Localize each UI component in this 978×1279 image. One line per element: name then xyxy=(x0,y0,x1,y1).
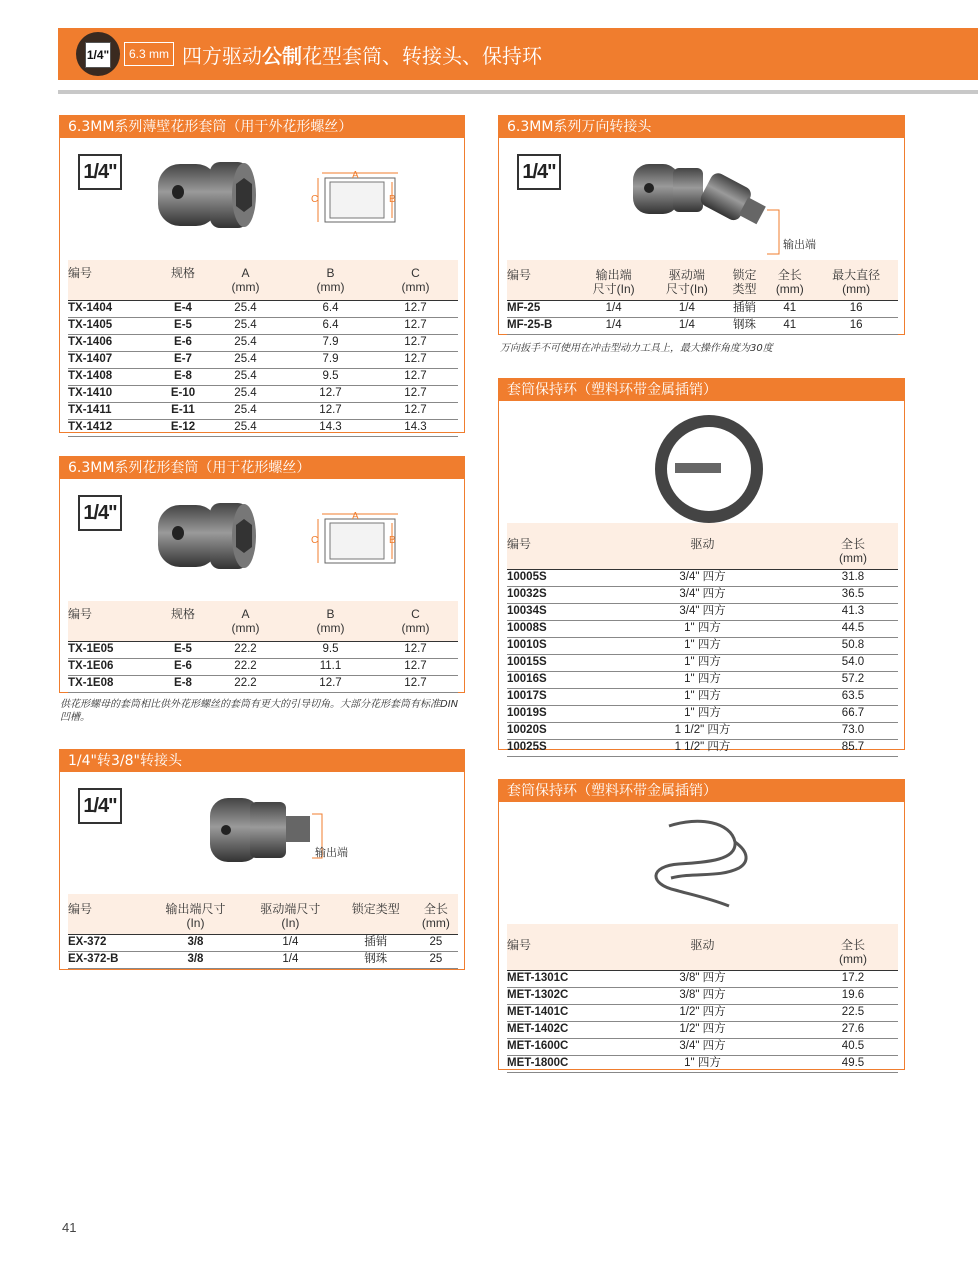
table-cell: TX-1411 xyxy=(68,402,163,419)
table-cell: TX-1E06 xyxy=(68,658,163,675)
table-cell: 85.7 xyxy=(808,739,898,756)
col-header: 驱动端 尺寸(In) xyxy=(665,268,708,296)
table-cell: 14.3 xyxy=(288,419,373,436)
col-header: 编号 xyxy=(507,268,532,282)
table-cell: 1" 四方 xyxy=(597,620,808,637)
panel-retaining-ring-1 xyxy=(498,378,905,753)
table-cell: E-5 xyxy=(163,317,203,334)
table-cell: TX-1E05 xyxy=(68,641,163,658)
col-header: 全长 (mm) xyxy=(775,268,804,296)
table-cell: 1" 四方 xyxy=(597,671,808,688)
table-cell: 25.4 xyxy=(203,300,288,317)
universal-joint-illustration xyxy=(499,138,899,260)
col-header: 锁定 类型 xyxy=(732,268,757,296)
table-row xyxy=(507,987,898,1004)
product-image-area xyxy=(60,772,464,894)
table-cell: 1/2" 四方 xyxy=(597,1004,808,1021)
table-cell: 1/2" 四方 xyxy=(597,1021,808,1038)
col-header: 全长 (mm) xyxy=(839,537,867,565)
table-cell: 3/8" 四方 xyxy=(597,970,808,987)
table-cell: E-5 xyxy=(163,641,203,658)
table-cell: 31.8 xyxy=(808,569,898,586)
drive-badge: 1/4" xyxy=(78,788,122,824)
table-row xyxy=(68,300,458,317)
table-cell: 10008S xyxy=(507,620,597,637)
table-cell: E-4 xyxy=(163,300,203,317)
table-cell: 44.5 xyxy=(808,620,898,637)
table-cell: 22.2 xyxy=(203,658,288,675)
table-cell: 19.6 xyxy=(808,987,898,1004)
col-header: 最大直径 (mm) xyxy=(832,268,881,296)
drive-mm: 6.3 mm xyxy=(124,42,174,66)
table-cell: 66.7 xyxy=(808,705,898,722)
table-cell: 1" 四方 xyxy=(597,688,808,705)
col-header: 驱动端尺寸 (In) xyxy=(260,902,321,930)
col-header: 编号 xyxy=(68,607,93,621)
table-row xyxy=(507,705,898,722)
col-header: B (mm) xyxy=(316,266,345,294)
table-cell: 25.4 xyxy=(203,334,288,351)
table-cell: 25 xyxy=(414,934,458,951)
table-cell: 钢珠 xyxy=(338,951,414,968)
table-row xyxy=(507,1004,898,1021)
table-row xyxy=(68,317,458,334)
drive-fraction: 1/4" xyxy=(85,42,111,68)
table-row xyxy=(68,385,458,402)
table-cell: 10025S xyxy=(507,739,597,756)
table-cell: 3/4" 四方 xyxy=(597,586,808,603)
table-cell: 12.7 xyxy=(373,658,458,675)
col-header: 规格 xyxy=(170,607,195,621)
page-header xyxy=(58,28,978,80)
table-cell: 25.4 xyxy=(203,351,288,368)
table-cell: 10016S xyxy=(507,671,597,688)
table-cell: 插销 xyxy=(724,300,766,317)
table-cell: E-10 xyxy=(163,385,203,402)
table-cell: TX-1405 xyxy=(68,317,163,334)
drive-badge: 1/4" xyxy=(78,495,122,531)
table-cell: 10034S xyxy=(507,603,597,620)
col-header: 输出端 尺寸(In) xyxy=(592,268,635,296)
dim-label-a: A xyxy=(352,170,359,181)
col-header: A (mm) xyxy=(231,266,260,294)
table-cell: 9.5 xyxy=(288,641,373,658)
table-cell: 1 1/2" 四方 xyxy=(597,739,808,756)
table-cell: 1" 四方 xyxy=(597,637,808,654)
table-cell: 49.5 xyxy=(808,1055,898,1072)
socket-illustration xyxy=(60,479,460,601)
table-cell: 25.4 xyxy=(203,385,288,402)
table-row xyxy=(507,654,898,671)
table-row xyxy=(507,1038,898,1055)
col-header: 驱动 xyxy=(690,938,715,952)
table-cell: 25 xyxy=(414,951,458,968)
table-row xyxy=(68,402,458,419)
table-row xyxy=(507,586,898,603)
header-rule xyxy=(58,90,978,94)
table-row xyxy=(507,1021,898,1038)
table-cell: 27.6 xyxy=(808,1021,898,1038)
table-cell: 10010S xyxy=(507,637,597,654)
adapter-illustration xyxy=(60,772,460,894)
table-cell: EX-372-B xyxy=(68,951,148,968)
table-cell: MET-1302C xyxy=(507,987,597,1004)
table-row xyxy=(507,637,898,654)
panel-title: 6.3MM系列薄壁花形套筒（用于外花形螺丝） xyxy=(60,116,464,138)
table-cell: E-11 xyxy=(163,402,203,419)
table-cell: 41 xyxy=(765,317,814,334)
wire-ring-illustration xyxy=(499,802,899,924)
dim-label-a: A xyxy=(352,511,359,522)
socket-illustration xyxy=(60,138,460,260)
table-cell: TX-1412 xyxy=(68,419,163,436)
table-cell: 7.9 xyxy=(288,351,373,368)
table-row xyxy=(68,641,458,658)
table-cell: MET-1301C xyxy=(507,970,597,987)
col-header: B (mm) xyxy=(316,607,345,635)
table-cell: 36.5 xyxy=(808,586,898,603)
table-cell: 25.4 xyxy=(203,317,288,334)
spec-table xyxy=(68,260,458,437)
col-header: 编号 xyxy=(507,938,532,952)
table-cell: 25.4 xyxy=(203,419,288,436)
table-cell: 1/4 xyxy=(650,300,723,317)
spec-table xyxy=(507,523,898,757)
product-image-area xyxy=(499,138,904,260)
table-cell: 9.5 xyxy=(288,368,373,385)
table-cell: 22.5 xyxy=(808,1004,898,1021)
table-cell: TX-1404 xyxy=(68,300,163,317)
table-cell: 10032S xyxy=(507,586,597,603)
table-cell: 1/4 xyxy=(650,317,723,334)
table-cell: 57.2 xyxy=(808,671,898,688)
table-row xyxy=(507,317,898,334)
col-header: A (mm) xyxy=(231,607,260,635)
table-row xyxy=(507,688,898,705)
table-cell: 12.7 xyxy=(373,675,458,692)
panel-title: 6.3MM系列花形套筒（用于花形螺丝） xyxy=(60,457,464,479)
table-cell: MF-25 xyxy=(507,300,577,317)
panel-torx-socket xyxy=(59,456,465,693)
retaining-ring-illustration xyxy=(499,401,899,523)
spec-table xyxy=(507,260,898,335)
table-cell: MF-25-B xyxy=(507,317,577,334)
table-cell: 1" 四方 xyxy=(597,705,808,722)
table-cell: 3/8" 四方 xyxy=(597,987,808,1004)
table-cell: E-8 xyxy=(163,675,203,692)
table-cell: 12.7 xyxy=(373,300,458,317)
table-cell: MET-1402C xyxy=(507,1021,597,1038)
table-cell: 63.5 xyxy=(808,688,898,705)
output-end-label: 输出端 xyxy=(315,847,348,859)
table-cell: 12.7 xyxy=(373,368,458,385)
table-row xyxy=(507,671,898,688)
table-cell: 12.7 xyxy=(288,385,373,402)
table-cell: 14.3 xyxy=(373,419,458,436)
panel-title: 1/4"转3/8"转接头 xyxy=(60,750,464,772)
table-cell: 12.7 xyxy=(373,402,458,419)
table-row xyxy=(68,951,458,968)
table-cell: E-6 xyxy=(163,334,203,351)
table-row xyxy=(68,368,458,385)
table-cell: 22.2 xyxy=(203,641,288,658)
table-cell: 25.4 xyxy=(203,368,288,385)
product-image-area xyxy=(60,479,464,601)
table-cell: 1/4 xyxy=(577,317,650,334)
table-cell: 1 1/2" 四方 xyxy=(597,722,808,739)
col-header: 锁定类型 xyxy=(351,902,400,916)
output-end-label: 输出端 xyxy=(783,239,816,251)
table-cell: 22.2 xyxy=(203,675,288,692)
table-cell: E-12 xyxy=(163,419,203,436)
table-cell: 6.4 xyxy=(288,300,373,317)
spec-table xyxy=(507,924,898,1073)
table-row xyxy=(507,970,898,987)
table-cell: 3/8 xyxy=(148,951,243,968)
table-row xyxy=(68,419,458,436)
table-row xyxy=(507,569,898,586)
table-cell: E-8 xyxy=(163,368,203,385)
dim-label-b: B xyxy=(389,194,396,205)
page-title: 四方驱动公制花型套筒、转接头、保持环 xyxy=(182,44,542,68)
table-cell: 12.7 xyxy=(373,317,458,334)
table-cell: 1/4 xyxy=(243,934,338,951)
panel-title: 6.3MM系列万向转接头 xyxy=(499,116,904,138)
table-cell: 17.2 xyxy=(808,970,898,987)
product-image-area xyxy=(60,138,464,260)
table-row xyxy=(507,722,898,739)
table-cell: 12.7 xyxy=(373,385,458,402)
product-image-area xyxy=(499,802,904,924)
table-cell: 1/4 xyxy=(577,300,650,317)
panel-thin-wall-torx-socket xyxy=(59,115,465,433)
table-cell: 3/4" 四方 xyxy=(597,569,808,586)
table-cell: 1" 四方 xyxy=(597,1055,808,1072)
table-cell: 1" 四方 xyxy=(597,654,808,671)
table-cell: 6.4 xyxy=(288,317,373,334)
table-cell: MET-1600C xyxy=(507,1038,597,1055)
table-cell: TX-1410 xyxy=(68,385,163,402)
spec-table xyxy=(68,601,458,693)
table-cell: 16 xyxy=(814,300,898,317)
drive-badge: 1/4" xyxy=(78,154,122,190)
col-header: 输出端尺寸 (In) xyxy=(165,902,226,930)
page-number: 41 xyxy=(62,1220,77,1235)
table-row xyxy=(507,603,898,620)
col-header: 全长 (mm) xyxy=(839,938,867,966)
dim-label-c: C xyxy=(311,535,319,546)
col-header: 驱动 xyxy=(690,537,715,551)
table-cell: 7.9 xyxy=(288,334,373,351)
table-cell: 16 xyxy=(814,317,898,334)
table-row xyxy=(507,620,898,637)
col-header: C (mm) xyxy=(401,266,430,294)
table-cell: 3/4" 四方 xyxy=(597,1038,808,1055)
table-cell: 10005S xyxy=(507,569,597,586)
table-cell: MET-1401C xyxy=(507,1004,597,1021)
col-header: 全长 (mm) xyxy=(421,902,450,930)
table-cell: TX-1E08 xyxy=(68,675,163,692)
panel-adapter xyxy=(59,749,465,970)
table-cell: 10015S xyxy=(507,654,597,671)
panel4-note: 万向扳手不可使用在冲击型动力工具上，最大操作角度为30度 xyxy=(500,343,773,354)
table-row xyxy=(507,739,898,756)
table-cell: 插销 xyxy=(338,934,414,951)
dim-label-b: B xyxy=(389,535,396,546)
panel2-note: 供花形螺母的套筒相比供外花形螺丝的套筒有更大的引导切角。大部分花形套筒有标准DIN凹槽。 xyxy=(60,699,459,723)
col-header: 编号 xyxy=(507,537,532,551)
table-cell: 1/4 xyxy=(243,951,338,968)
table-cell: 10019S xyxy=(507,705,597,722)
table-cell: 50.8 xyxy=(808,637,898,654)
table-cell: 54.0 xyxy=(808,654,898,671)
table-cell: E-7 xyxy=(163,351,203,368)
table-row xyxy=(68,934,458,951)
col-header: 规格 xyxy=(170,266,195,280)
spec-table xyxy=(68,894,458,969)
table-cell: 73.0 xyxy=(808,722,898,739)
table-cell: 10020S xyxy=(507,722,597,739)
table-cell: 10017S xyxy=(507,688,597,705)
table-row xyxy=(68,658,458,675)
table-cell: MET-1800C xyxy=(507,1055,597,1072)
col-header: 编号 xyxy=(68,902,93,916)
drive-badge: 1/4" xyxy=(517,154,561,190)
dim-label-c: C xyxy=(311,194,319,205)
table-cell: 钢珠 xyxy=(724,317,766,334)
table-cell: 41 xyxy=(765,300,814,317)
table-row xyxy=(507,1055,898,1072)
table-cell: 12.7 xyxy=(373,641,458,658)
table-cell: TX-1408 xyxy=(68,368,163,385)
panel-retaining-ring-2 xyxy=(498,779,905,1070)
table-cell: 12.7 xyxy=(288,402,373,419)
col-header: 编号 xyxy=(68,266,93,280)
table-cell: 12.7 xyxy=(288,675,373,692)
table-cell: 3/8 xyxy=(148,934,243,951)
table-row xyxy=(507,300,898,317)
col-header: C (mm) xyxy=(401,607,430,635)
table-cell: 3/4" 四方 xyxy=(597,603,808,620)
table-cell: E-6 xyxy=(163,658,203,675)
product-image-area xyxy=(499,401,904,523)
table-cell: EX-372 xyxy=(68,934,148,951)
table-row xyxy=(68,351,458,368)
panel-universal-joint xyxy=(498,115,905,335)
table-cell: 12.7 xyxy=(373,334,458,351)
table-cell: 25.4 xyxy=(203,402,288,419)
panel-title: 套筒保持环（塑料环带金属插销） xyxy=(499,379,904,401)
table-cell: 12.7 xyxy=(373,351,458,368)
panel-title: 套筒保持环（塑料环带金属插销） xyxy=(499,780,904,802)
table-row xyxy=(68,675,458,692)
table-cell: TX-1407 xyxy=(68,351,163,368)
table-cell: 11.1 xyxy=(288,658,373,675)
table-cell: 40.5 xyxy=(808,1038,898,1055)
table-cell: 41.3 xyxy=(808,603,898,620)
table-cell: TX-1406 xyxy=(68,334,163,351)
table-row xyxy=(68,334,458,351)
